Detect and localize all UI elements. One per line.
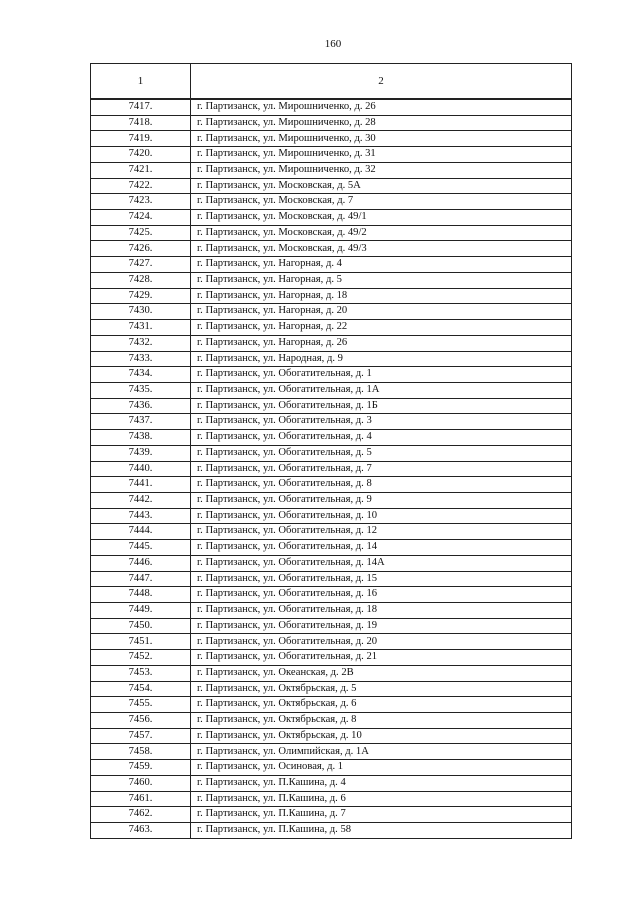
- address-cell: г. Партизанск, ул. Обогатительная, д. 1А: [191, 382, 572, 398]
- row-number-cell: 7436.: [91, 398, 191, 414]
- table-row: [91, 555, 572, 571]
- row-number-cell: 7453.: [91, 665, 191, 681]
- table-row: [91, 760, 572, 776]
- row-number-cell: 7433.: [91, 351, 191, 367]
- row-number-cell: 7459.: [91, 760, 191, 776]
- row-number-cell: 7460.: [91, 775, 191, 791]
- table-row: [91, 131, 572, 147]
- row-number-cell: 7427.: [91, 257, 191, 273]
- row-number-cell: 7419.: [91, 131, 191, 147]
- address-cell: г. Партизанск, ул. Обогатительная, д. 4: [191, 430, 572, 446]
- row-number-cell: 7447.: [91, 571, 191, 587]
- address-cell: г. Партизанск, ул. Обогатительная, д. 16: [191, 587, 572, 603]
- address-cell: г. Партизанск, ул. П.Кашина, д. 6: [191, 791, 572, 807]
- table-row: [91, 697, 572, 713]
- row-number-cell: 7424.: [91, 210, 191, 226]
- row-number-cell: 7456.: [91, 713, 191, 729]
- table-row: [91, 681, 572, 697]
- table-row: [91, 713, 572, 729]
- table-row: [91, 728, 572, 744]
- table-row: [91, 304, 572, 320]
- address-cell: г. Партизанск, ул. Нагорная, д. 4: [191, 257, 572, 273]
- table-row: [91, 162, 572, 178]
- table-row: [91, 225, 572, 241]
- address-cell: г. Партизанск, ул. Обогатительная, д. 9: [191, 492, 572, 508]
- address-cell: г. Партизанск, ул. Обогатительная, д. 15: [191, 571, 572, 587]
- row-number-cell: 7441.: [91, 477, 191, 493]
- table-header: [91, 64, 572, 100]
- row-number-cell: 7446.: [91, 555, 191, 571]
- address-table: [90, 63, 572, 839]
- address-cell: г. Партизанск, ул. Обогатительная, д. 14: [191, 540, 572, 556]
- address-cell: г. Партизанск, ул. Обогатительная, д. 7: [191, 461, 572, 477]
- row-number-cell: 7442.: [91, 492, 191, 508]
- table-row: [91, 210, 572, 226]
- row-number-cell: 7417.: [91, 99, 191, 115]
- table-row: [91, 587, 572, 603]
- table-row: [91, 461, 572, 477]
- table-row: [91, 524, 572, 540]
- address-cell: г. Партизанск, ул. Обогатительная, д. 14А: [191, 555, 572, 571]
- table-row: [91, 288, 572, 304]
- address-cell: г. Партизанск, ул. Обогатительная, д. 18: [191, 603, 572, 619]
- row-number-cell: 7434.: [91, 367, 191, 383]
- address-cell: г. Партизанск, ул. Мирошниченко, д. 32: [191, 162, 572, 178]
- address-cell: г. Партизанск, ул. Московская, д. 49/3: [191, 241, 572, 257]
- table-row: [91, 335, 572, 351]
- table-row: [91, 477, 572, 493]
- table-row: [91, 99, 572, 115]
- address-cell: г. Партизанск, ул. Обогатительная, д. 12: [191, 524, 572, 540]
- row-number-cell: 7444.: [91, 524, 191, 540]
- row-number-cell: 7418.: [91, 115, 191, 131]
- row-number-cell: 7422.: [91, 178, 191, 194]
- address-cell: г. Партизанск, ул. П.Кашина, д. 58: [191, 823, 572, 839]
- address-cell: г. Партизанск, ул. Обогатительная, д. 10: [191, 508, 572, 524]
- table-row: [91, 194, 572, 210]
- page-number: 160: [324, 38, 342, 50]
- header-column-2: 2: [191, 64, 572, 100]
- row-number-cell: 7432.: [91, 335, 191, 351]
- table-row: [91, 178, 572, 194]
- address-cell: г. Партизанск, ул. Обогатительная, д. 21: [191, 650, 572, 666]
- row-number-cell: 7449.: [91, 603, 191, 619]
- row-number-cell: 7462.: [91, 807, 191, 823]
- row-number-cell: 7463.: [91, 823, 191, 839]
- address-cell: г. Партизанск, ул. Мирошниченко, д. 30: [191, 131, 572, 147]
- row-number-cell: 7426.: [91, 241, 191, 257]
- row-number-cell: 7461.: [91, 791, 191, 807]
- address-cell: г. Партизанск, ул. Нагорная, д. 18: [191, 288, 572, 304]
- header-column-1: 1: [91, 64, 191, 100]
- header-row: [91, 64, 572, 100]
- row-number-cell: 7431.: [91, 320, 191, 336]
- table-row: [91, 540, 572, 556]
- table-body: [91, 99, 572, 838]
- address-cell: г. Партизанск, ул. Олимпийская, д. 1А: [191, 744, 572, 760]
- table-row: [91, 367, 572, 383]
- address-cell: г. Партизанск, ул. Мирошниченко, д. 26: [191, 99, 572, 115]
- row-number-cell: 7423.: [91, 194, 191, 210]
- address-cell: г. Партизанск, ул. Нагорная, д. 20: [191, 304, 572, 320]
- address-cell: г. Партизанск, ул. Мирошниченко, д. 31: [191, 147, 572, 163]
- table-row: [91, 807, 572, 823]
- table-row: [91, 791, 572, 807]
- address-cell: г. Партизанск, ул. Обогатительная, д. 8: [191, 477, 572, 493]
- table-row: [91, 823, 572, 839]
- table-row: [91, 492, 572, 508]
- address-cell: г. Партизанск, ул. Обогатительная, д. 3: [191, 414, 572, 430]
- table-row: [91, 398, 572, 414]
- address-cell: г. Партизанск, ул. Московская, д. 49/2: [191, 225, 572, 241]
- table-row: [91, 650, 572, 666]
- table-row: [91, 744, 572, 760]
- address-cell: г. Партизанск, ул. Нагорная, д. 26: [191, 335, 572, 351]
- row-number-cell: 7429.: [91, 288, 191, 304]
- table-row: [91, 445, 572, 461]
- row-number-cell: 7437.: [91, 414, 191, 430]
- table-row: [91, 320, 572, 336]
- table-row: [91, 147, 572, 163]
- address-cell: г. Партизанск, ул. Нагорная, д. 22: [191, 320, 572, 336]
- row-number-cell: 7428.: [91, 272, 191, 288]
- address-cell: г. Партизанск, ул. Обогатительная, д. 1: [191, 367, 572, 383]
- address-cell: г. Партизанск, ул. Октябрьская, д. 8: [191, 713, 572, 729]
- address-cell: г. Партизанск, ул. Московская, д. 7: [191, 194, 572, 210]
- address-cell: г. Партизанск, ул. Обогатительная, д. 19: [191, 618, 572, 634]
- row-number-cell: 7440.: [91, 461, 191, 477]
- row-number-cell: 7454.: [91, 681, 191, 697]
- address-cell: г. Партизанск, ул. П.Кашина, д. 4: [191, 775, 572, 791]
- address-cell: г. Партизанск, ул. Московская, д. 49/1: [191, 210, 572, 226]
- table-row: [91, 665, 572, 681]
- table-row: [91, 603, 572, 619]
- row-number-cell: 7430.: [91, 304, 191, 320]
- row-number-cell: 7420.: [91, 147, 191, 163]
- row-number-cell: 7435.: [91, 382, 191, 398]
- table-row: [91, 430, 572, 446]
- address-cell: г. Партизанск, ул. Октябрьская, д. 10: [191, 728, 572, 744]
- row-number-cell: 7452.: [91, 650, 191, 666]
- row-number-cell: 7439.: [91, 445, 191, 461]
- table-row: [91, 115, 572, 131]
- address-cell: г. Партизанск, ул. Октябрьская, д. 5: [191, 681, 572, 697]
- address-cell: г. Партизанск, ул. Обогатительная, д. 5: [191, 445, 572, 461]
- row-number-cell: 7455.: [91, 697, 191, 713]
- address-cell: г. Партизанск, ул. П.Кашина, д. 7: [191, 807, 572, 823]
- address-cell: г. Партизанск, ул. Нагорная, д. 5: [191, 272, 572, 288]
- row-number-cell: 7443.: [91, 508, 191, 524]
- row-number-cell: 7457.: [91, 728, 191, 744]
- table-row: [91, 241, 572, 257]
- table-row: [91, 618, 572, 634]
- address-cell: г. Партизанск, ул. Народная, д. 9: [191, 351, 572, 367]
- row-number-cell: 7450.: [91, 618, 191, 634]
- row-number-cell: 7448.: [91, 587, 191, 603]
- address-cell: г. Партизанск, ул. Осиновая, д. 1: [191, 760, 572, 776]
- table-row: [91, 571, 572, 587]
- address-cell: г. Партизанск, ул. Обогатительная, д. 20: [191, 634, 572, 650]
- address-cell: г. Партизанск, ул. Октябрьская, д. 6: [191, 697, 572, 713]
- row-number-cell: 7425.: [91, 225, 191, 241]
- row-number-cell: 7458.: [91, 744, 191, 760]
- address-cell: г. Партизанск, ул. Мирошниченко, д. 28: [191, 115, 572, 131]
- row-number-cell: 7421.: [91, 162, 191, 178]
- table-row: [91, 634, 572, 650]
- table-row: [91, 351, 572, 367]
- table-row: [91, 775, 572, 791]
- address-cell: г. Партизанск, ул. Океанская, д. 2В: [191, 665, 572, 681]
- row-number-cell: 7445.: [91, 540, 191, 556]
- row-number-cell: 7451.: [91, 634, 191, 650]
- table-row: [91, 382, 572, 398]
- table-row: [91, 257, 572, 273]
- address-cell: г. Партизанск, ул. Московская, д. 5А: [191, 178, 572, 194]
- table-row: [91, 272, 572, 288]
- table-row: [91, 508, 572, 524]
- address-cell: г. Партизанск, ул. Обогатительная, д. 1Б: [191, 398, 572, 414]
- row-number-cell: 7438.: [91, 430, 191, 446]
- table-row: [91, 414, 572, 430]
